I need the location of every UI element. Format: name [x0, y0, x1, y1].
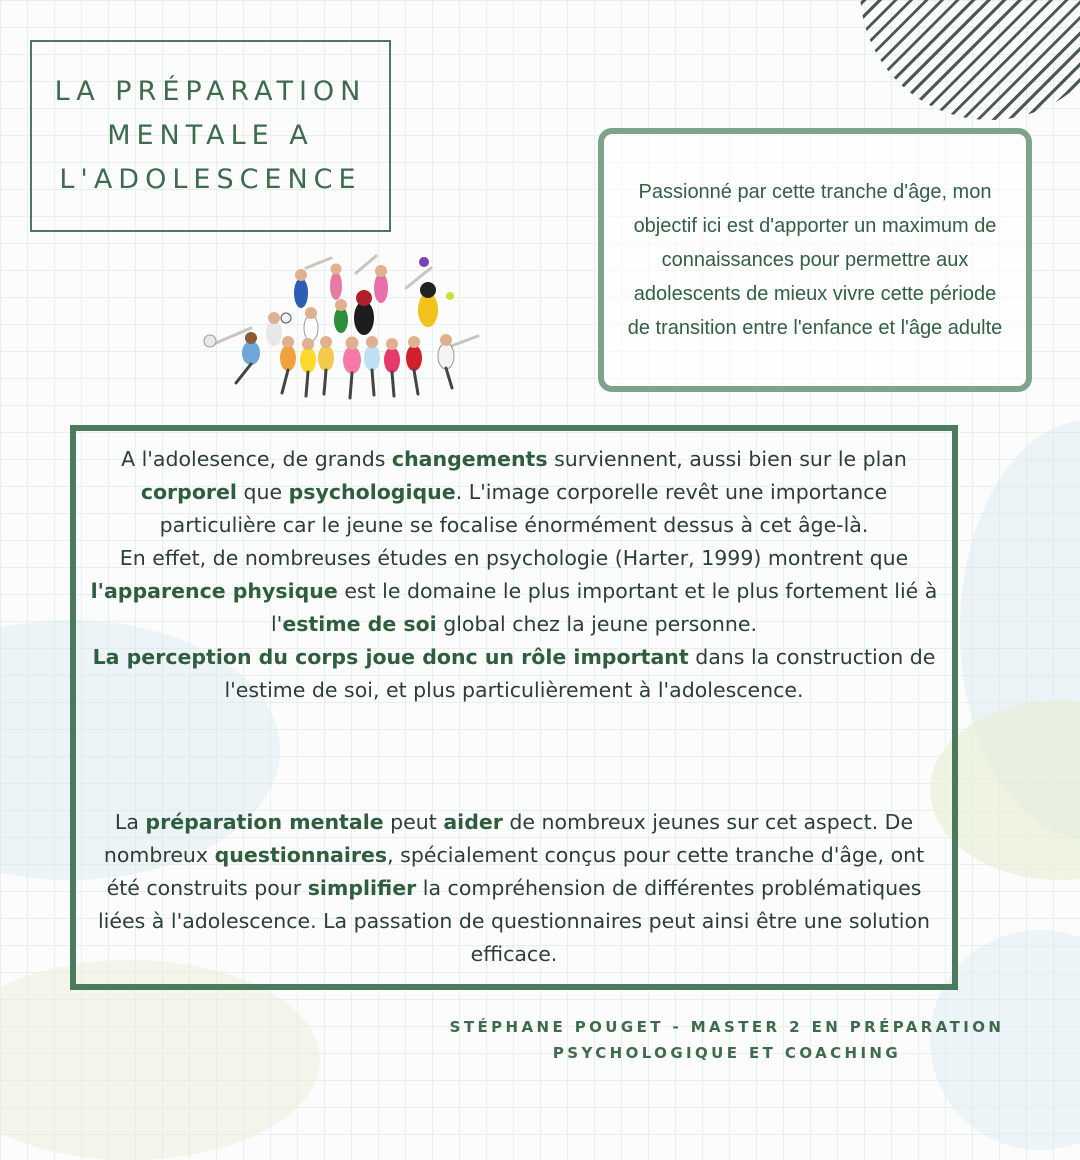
highlight-term: aider: [443, 810, 503, 834]
author-credit-line: STÉPHANE POUGET - MASTER 2 EN PRÉPARATION: [449, 1018, 1005, 1036]
sports-children-collage-icon: [196, 248, 496, 408]
paragraph-mental-preparation: La préparation mentale peut aider de nombreux jeunes sur cet aspect. De nombreux questionnaires, spécialement conçus pour cette tranche d'âge, ont été construits pour simplifier la compréhension de différentes problématiques liées à l'adolescence. La passation de questionnaires peut ainsi être une solution efficace.: [97, 810, 930, 966]
page-title: LA PRÉPARATION MENTALE A L'ADOLESCENCE: [54, 76, 367, 195]
paragraph-body-perception: La perception du corps joue donc un rôle important dans la construction de l'estime de soi, et plus particulièrement à l'adolescence.: [92, 645, 936, 702]
intro-quote-box: [598, 128, 1032, 392]
highlight-term: psychologique: [288, 480, 456, 504]
paragraph-studies: En effet, de nombreuses études en psychologie (Harter, 1999) montrent que l'apparence physique est le domaine le plus important et le plus fortement lié à l'estime de soi global chez la jeune personne.: [90, 546, 938, 636]
highlight-term: préparation mentale: [145, 810, 384, 834]
highlight-term: questionnaires: [214, 843, 388, 867]
author-credit: [447, 1014, 1007, 1066]
highlight-term: estime de soi: [282, 612, 437, 636]
background-blob: [0, 960, 320, 1160]
highlight-term: corporel: [140, 480, 237, 504]
author-credit-line: PSYCHOLOGIQUE ET COACHING: [552, 1044, 902, 1062]
highlight-term: La perception du corps joue donc un rôle important: [92, 645, 689, 669]
highlight-term: simplifier: [307, 876, 417, 900]
intro-quote-text: Passionné par cette tranche d'âge, mon objectif ici est d'apporter un maximum de connaissances pour permettre aux adolescents de mieux vivre cette période de transition entre l'enfance et l'âge adulte: [627, 181, 1003, 339]
highlight-term: l'apparence physique: [90, 579, 338, 603]
main-text-box: [70, 425, 958, 990]
title-frame: [30, 40, 391, 232]
highlight-term: changements: [391, 447, 548, 471]
striped-circle-decoration: [860, 0, 1080, 120]
paragraph-changes: A l'adolesence, de grands changements surviennent, aussi bien sur le plan corporel que psychologique. L'image corporelle revêt une importance particulière car le jeune se focalise énormément dessus à cet âge-là.: [121, 447, 907, 537]
